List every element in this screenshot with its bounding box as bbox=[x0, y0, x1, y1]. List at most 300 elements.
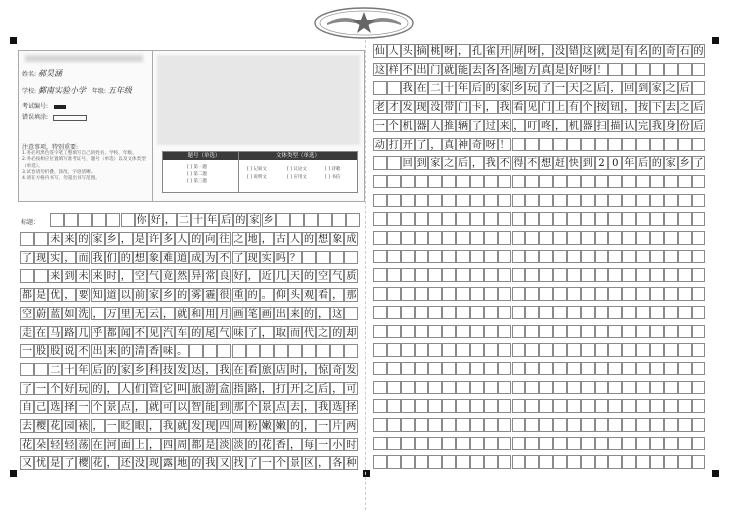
grid-cell: 蓝 bbox=[48, 307, 62, 321]
grid-cell: 是 bbox=[610, 46, 621, 57]
grid-cell: 智 bbox=[189, 400, 203, 414]
grid-cell: 了 bbox=[471, 120, 482, 132]
grid-cell: 十 bbox=[62, 363, 76, 377]
grid-cell: 又 bbox=[217, 456, 231, 470]
note-item: 4.请在方格内书写，勿超出书写范围。 bbox=[22, 176, 100, 182]
grid-cell: 气 bbox=[217, 326, 231, 340]
grid-cell bbox=[608, 63, 622, 77]
grid-cell: 淡 bbox=[217, 438, 231, 452]
grid-cell bbox=[415, 194, 429, 208]
grid-cell: 人 bbox=[430, 120, 441, 132]
grid-cell: 朵 bbox=[34, 438, 48, 452]
grid-cell bbox=[553, 362, 567, 376]
grid-cell: 未 bbox=[76, 269, 90, 283]
grid-cell bbox=[636, 418, 650, 432]
grid-cell bbox=[622, 138, 636, 152]
topic-option[interactable]: [ ] 第二题 bbox=[187, 172, 207, 177]
grid-cell bbox=[415, 399, 429, 413]
grid-cell: ， bbox=[163, 213, 177, 227]
grid-cell: 0 bbox=[608, 156, 622, 170]
grid-cell: 汽 bbox=[161, 326, 175, 340]
grid-cell bbox=[470, 212, 484, 226]
genre-select-box bbox=[238, 151, 358, 193]
grid-cell bbox=[539, 437, 553, 451]
grid-cell: 到 bbox=[582, 158, 593, 170]
grid-cell bbox=[470, 418, 484, 432]
grid-cell bbox=[387, 418, 401, 432]
grid-cell bbox=[567, 325, 581, 339]
grid-cell bbox=[316, 251, 330, 265]
grid-cell bbox=[302, 344, 316, 358]
grid-cell: 头 bbox=[402, 46, 413, 57]
grid-cell: 发 bbox=[175, 363, 189, 377]
grid-cell: 轻 bbox=[62, 438, 76, 452]
grid-cell: 象 bbox=[147, 251, 161, 265]
grid-cell bbox=[373, 455, 387, 469]
grid-cell bbox=[664, 381, 678, 395]
grid-cell: 的 bbox=[330, 326, 344, 340]
grid-cell: 道 bbox=[105, 288, 119, 302]
grid-cell bbox=[288, 344, 302, 358]
grid-cell bbox=[456, 250, 470, 264]
grid-cell: 以 bbox=[119, 288, 133, 302]
grid-cell bbox=[512, 250, 526, 264]
grid-cell bbox=[553, 418, 567, 432]
grid-cell: 门 bbox=[458, 102, 469, 114]
grid-cell bbox=[387, 175, 401, 189]
grid-cell: ， bbox=[316, 456, 330, 470]
grid-cell: 奇 bbox=[665, 46, 676, 57]
grid-cell: 河 bbox=[105, 438, 119, 452]
grid-cell: 的 bbox=[302, 307, 316, 321]
grid-cell: ， bbox=[260, 382, 274, 396]
registration-mark bbox=[10, 37, 17, 44]
grid-cell bbox=[678, 362, 692, 376]
grid-cell bbox=[428, 306, 442, 320]
grid-cell bbox=[692, 455, 706, 469]
grid-cell bbox=[373, 81, 387, 95]
grid-cell bbox=[373, 194, 387, 208]
grid-cell bbox=[581, 325, 595, 339]
school-label: 学校: bbox=[22, 88, 37, 95]
name-label: 姓名: bbox=[22, 71, 37, 78]
grid-cell bbox=[581, 437, 595, 451]
grid-cell bbox=[553, 381, 567, 395]
grid-cell bbox=[608, 250, 622, 264]
genre-option[interactable]: [ ] 书信 bbox=[325, 175, 341, 180]
grid-cell: 的 bbox=[119, 344, 133, 358]
grid-cell bbox=[608, 175, 622, 189]
grid-cell: 择 bbox=[62, 400, 76, 414]
grid-cell bbox=[595, 194, 609, 208]
genre-option[interactable]: [ ] 诗歌 bbox=[325, 167, 341, 172]
grid-cell bbox=[428, 212, 442, 226]
grid-cell: ， bbox=[330, 288, 344, 302]
grid-cell bbox=[260, 344, 274, 358]
grid-cell: 空 bbox=[316, 269, 330, 283]
grid-cell bbox=[442, 325, 456, 339]
grid-cell: 头 bbox=[288, 288, 302, 302]
grade-label: 年级: bbox=[91, 88, 106, 95]
grid-cell: 到 bbox=[217, 400, 231, 414]
grid-cell bbox=[525, 212, 539, 226]
grid-cell bbox=[539, 306, 553, 320]
grid-cell bbox=[553, 343, 567, 357]
grid-cell: 我 bbox=[499, 102, 510, 114]
grid-cell: 往 bbox=[217, 232, 231, 246]
grid-cell bbox=[428, 437, 442, 451]
grid-cell: 味 bbox=[232, 326, 246, 340]
grid-cell bbox=[401, 381, 415, 395]
grid-cell bbox=[512, 194, 526, 208]
grid-cell: 就 bbox=[444, 64, 455, 76]
grid-cell: 后 bbox=[693, 102, 704, 114]
grid-cell: 不 bbox=[402, 64, 413, 76]
grid-cell: 路 bbox=[246, 382, 260, 396]
grid-cell bbox=[608, 231, 622, 245]
grid-cell: 器 bbox=[582, 120, 593, 132]
grid-cell bbox=[415, 437, 429, 451]
grid-cell bbox=[608, 399, 622, 413]
grid-cell bbox=[415, 343, 429, 357]
genre-option[interactable]: [ ] 说明文 bbox=[247, 175, 267, 180]
grid-cell bbox=[622, 287, 636, 301]
topic-option[interactable]: [ ] 第三题 bbox=[187, 179, 207, 184]
grid-cell bbox=[373, 306, 387, 320]
grid-cell: 古 bbox=[274, 232, 288, 246]
grid-cell: 我 bbox=[651, 120, 662, 132]
grid-cell: 带 bbox=[444, 102, 455, 114]
grid-cell: 都 bbox=[20, 288, 34, 302]
grid-cell: 以 bbox=[175, 400, 189, 414]
grid-cell: ， bbox=[62, 251, 76, 265]
grid-cell: 香 bbox=[274, 438, 288, 452]
grid-cell bbox=[498, 175, 512, 189]
grid-cell bbox=[415, 268, 429, 282]
grid-cell bbox=[650, 231, 664, 245]
grid-cell: 乡 bbox=[262, 213, 276, 227]
grid-cell bbox=[678, 343, 692, 357]
grid-cell: 用 bbox=[203, 307, 217, 321]
grid-cell bbox=[622, 455, 636, 469]
grid-cell: 好 bbox=[62, 382, 76, 396]
grid-cell: 到 bbox=[638, 83, 649, 95]
grid-cell: 它 bbox=[161, 382, 175, 396]
grid-cell bbox=[664, 63, 678, 77]
grid-cell: 人 bbox=[119, 382, 133, 396]
grid-cell bbox=[373, 250, 387, 264]
grid-cell bbox=[553, 231, 567, 245]
grid-cell: 上 bbox=[554, 102, 565, 114]
grid-cell: 择 bbox=[344, 400, 358, 414]
grid-cell bbox=[387, 455, 401, 469]
grid-cell: 旅 bbox=[260, 363, 274, 377]
grid-cell: 错 bbox=[568, 46, 579, 57]
grid-cell bbox=[539, 194, 553, 208]
grid-cell: 了 bbox=[246, 326, 260, 340]
wrong-fill-label: 错误填涂: bbox=[22, 114, 49, 121]
grid-cell: 在 bbox=[416, 83, 427, 95]
grid-cell bbox=[318, 213, 332, 227]
grid-cell bbox=[442, 343, 456, 357]
grid-cell bbox=[470, 306, 484, 320]
grid-cell: 雀 bbox=[485, 46, 496, 57]
grid-cell: 一 bbox=[316, 438, 330, 452]
grid-cell: 想 bbox=[541, 158, 552, 170]
grid-cell: 股 bbox=[34, 344, 48, 358]
grid-cell: 后 bbox=[679, 83, 690, 95]
grid-cell: ， bbox=[316, 307, 330, 321]
grid-cell: 我 bbox=[402, 83, 413, 95]
grid-cell bbox=[664, 437, 678, 451]
grid-cell: ， bbox=[430, 139, 441, 151]
grid-cell: 呀 bbox=[444, 46, 455, 57]
grid-cell bbox=[373, 437, 387, 451]
grid-cell bbox=[622, 250, 636, 264]
grid-cell bbox=[567, 418, 581, 432]
grid-cell bbox=[373, 231, 387, 245]
grid-cell: 不 bbox=[217, 251, 231, 265]
grid-cell: ， bbox=[260, 326, 274, 340]
grid-cell: 卡 bbox=[471, 102, 482, 114]
grid-cell bbox=[484, 250, 498, 264]
grid-cell: 年 bbox=[624, 158, 635, 170]
grid-cell bbox=[678, 325, 692, 339]
grid-cell bbox=[595, 343, 609, 357]
grid-cell: 了 bbox=[693, 158, 704, 170]
grid-cell: 摘 bbox=[416, 46, 427, 57]
grid-cell bbox=[692, 81, 706, 95]
grid-cell bbox=[678, 175, 692, 189]
grid-cell bbox=[567, 362, 581, 376]
grid-cell bbox=[442, 418, 456, 432]
grid-cell bbox=[525, 306, 539, 320]
grid-cell bbox=[581, 399, 595, 413]
grid-cell: 点 bbox=[274, 400, 288, 414]
grid-cell: ， bbox=[302, 419, 316, 433]
grid-cell bbox=[525, 418, 539, 432]
grid-cell: 了 bbox=[541, 83, 552, 95]
grid-cell: 我 bbox=[91, 251, 105, 265]
grid-cell: 好 bbox=[149, 213, 163, 227]
topic-select-box bbox=[162, 151, 246, 193]
grid-cell: 的 bbox=[693, 46, 704, 57]
grid-cell bbox=[650, 343, 664, 357]
grid-cell bbox=[498, 325, 512, 339]
grid-cell: 发 bbox=[402, 102, 413, 114]
grid-cell bbox=[636, 437, 650, 451]
grid-cell bbox=[664, 212, 678, 226]
grid-cell: 这 bbox=[582, 46, 593, 57]
grid-cell bbox=[401, 231, 415, 245]
grid-cell: 不 bbox=[76, 344, 90, 358]
grid-cell: 科 bbox=[147, 363, 161, 377]
grid-cell bbox=[664, 418, 678, 432]
grid-cell: 几 bbox=[76, 326, 90, 340]
grid-cell bbox=[608, 455, 622, 469]
grid-cell: 桃 bbox=[430, 46, 441, 57]
grid-cell: 。 bbox=[260, 288, 274, 302]
grid-cell: 来 bbox=[62, 232, 76, 246]
grid-cell: 知 bbox=[91, 288, 105, 302]
genre-option[interactable]: [ ] 记叙文 bbox=[247, 167, 267, 172]
grid-cell bbox=[692, 287, 706, 301]
grid-cell bbox=[581, 268, 595, 282]
grid-cell bbox=[442, 362, 456, 376]
grid-cell: ， bbox=[554, 120, 565, 132]
genre-option[interactable]: [ ] 议论文 bbox=[287, 167, 307, 172]
grid-cell bbox=[581, 250, 595, 264]
grid-cell: 味 bbox=[161, 344, 175, 358]
grid-cell: 真 bbox=[541, 64, 552, 76]
grid-cell: 还 bbox=[119, 456, 133, 470]
grid-cell bbox=[373, 381, 387, 395]
grid-cell: 年 bbox=[458, 83, 469, 95]
grid-cell bbox=[622, 381, 636, 395]
grid-cell: 发 bbox=[189, 419, 203, 433]
grid-cell: ， bbox=[624, 102, 635, 114]
grid-cell bbox=[664, 325, 678, 339]
grid-cell bbox=[692, 175, 706, 189]
grid-cell: 有 bbox=[568, 102, 579, 114]
grid-cell bbox=[387, 194, 401, 208]
grid-cell: ， bbox=[471, 158, 482, 170]
grid-cell: ， bbox=[119, 232, 133, 246]
grid-cell: 没 bbox=[430, 102, 441, 114]
grid-cell bbox=[567, 268, 581, 282]
grid-cell: ， bbox=[288, 438, 302, 452]
grid-cell bbox=[428, 194, 442, 208]
grid-cell bbox=[512, 138, 526, 152]
registration-mark bbox=[712, 470, 719, 477]
grid-cell bbox=[553, 194, 567, 208]
grid-cell: 嫩 bbox=[260, 419, 274, 433]
grid-cell: 之 bbox=[302, 382, 316, 396]
grid-cell bbox=[470, 343, 484, 357]
grid-cell: 香 bbox=[147, 344, 161, 358]
grid-cell: 一 bbox=[316, 419, 330, 433]
grid-cell bbox=[442, 381, 456, 395]
grid-cell: 清 bbox=[133, 344, 147, 358]
grid-cell: ， bbox=[260, 232, 274, 246]
grid-cell: 许 bbox=[147, 232, 161, 246]
grid-cell bbox=[470, 437, 484, 451]
grid-cell: 惊 bbox=[316, 363, 330, 377]
grid-cell bbox=[34, 269, 48, 283]
grid-cell bbox=[401, 399, 415, 413]
grid-cell: 辆 bbox=[458, 120, 469, 132]
grid-cell: 看 bbox=[246, 363, 260, 377]
grid-cell bbox=[442, 399, 456, 413]
grid-cell bbox=[692, 325, 706, 339]
grid-cell bbox=[373, 325, 387, 339]
grid-cell bbox=[330, 344, 344, 358]
grid-cell: 为 bbox=[203, 251, 217, 265]
grid-cell: 画 bbox=[260, 307, 274, 321]
grid-cell: 的 bbox=[175, 288, 189, 302]
grid-cell: 成 bbox=[189, 251, 203, 265]
grid-cell: 各 bbox=[485, 64, 496, 76]
grid-cell: 是 bbox=[48, 456, 62, 470]
grid-cell bbox=[567, 381, 581, 395]
grid-cell: 的 bbox=[119, 251, 133, 265]
grid-cell bbox=[498, 399, 512, 413]
grid-cell: 器 bbox=[416, 120, 427, 132]
grid-cell: 了 bbox=[20, 251, 34, 265]
grid-cell bbox=[608, 381, 622, 395]
genre-option[interactable]: [ ] 应用文 bbox=[287, 175, 307, 180]
grade-value: 五年级 bbox=[107, 86, 132, 95]
grid-cell: 家 bbox=[247, 213, 261, 227]
grid-cell bbox=[442, 175, 456, 189]
grid-cell bbox=[622, 437, 636, 451]
grid-cell bbox=[608, 437, 622, 451]
grid-cell bbox=[650, 268, 664, 282]
grid-cell: 云 bbox=[147, 307, 161, 321]
grid-cell: 二 bbox=[177, 213, 191, 227]
grid-cell bbox=[121, 213, 135, 227]
grid-cell: 而 bbox=[76, 251, 90, 265]
grid-cell bbox=[373, 287, 387, 301]
grid-cell: 来 bbox=[499, 120, 510, 132]
grid-cell bbox=[498, 306, 512, 320]
grid-cell: 向 bbox=[203, 232, 217, 246]
grid-cell: 轻 bbox=[48, 438, 62, 452]
grid-cell bbox=[539, 138, 553, 152]
grid-cell bbox=[470, 455, 484, 469]
grid-cell: 象 bbox=[330, 232, 344, 246]
grid-cell bbox=[484, 343, 498, 357]
grid-cell bbox=[608, 306, 622, 320]
grid-cell bbox=[608, 194, 622, 208]
grid-cell: 名 bbox=[638, 46, 649, 57]
grid-cell: 现 bbox=[147, 456, 161, 470]
grid-cell bbox=[692, 437, 706, 451]
grid-cell: 看 bbox=[513, 102, 524, 114]
grid-cell bbox=[525, 287, 539, 301]
grid-cell: 盒 bbox=[217, 382, 231, 396]
grid-cell bbox=[373, 362, 387, 376]
grid-cell bbox=[456, 381, 470, 395]
grid-cell: 又 bbox=[20, 456, 34, 470]
grid-cell: 气 bbox=[147, 269, 161, 283]
grid-cell bbox=[567, 343, 581, 357]
grid-cell: 来 bbox=[288, 307, 302, 321]
grid-cell: 见 bbox=[147, 326, 161, 340]
topic-option[interactable]: [ ] 第一题 bbox=[187, 165, 207, 170]
grid-cell: 没 bbox=[554, 46, 565, 57]
grid-cell bbox=[567, 306, 581, 320]
grid-cell bbox=[581, 306, 595, 320]
grid-cell: 了 bbox=[20, 382, 34, 396]
grid-cell bbox=[276, 213, 290, 227]
grid-cell bbox=[664, 362, 678, 376]
grid-cell: 年 bbox=[76, 363, 90, 377]
grid-cell: 代 bbox=[302, 326, 316, 340]
grid-cell: 每 bbox=[302, 438, 316, 452]
grid-cell: 好 bbox=[568, 64, 579, 76]
grid-cell: 就 bbox=[175, 419, 189, 433]
grid-cell: 说 bbox=[62, 344, 76, 358]
grid-cell: 各 bbox=[499, 64, 510, 76]
grid-cell: 指 bbox=[232, 382, 246, 396]
grid-cell: 观 bbox=[302, 288, 316, 302]
grid-cell bbox=[664, 250, 678, 264]
grid-cell bbox=[330, 251, 344, 265]
grid-cell: 乡 bbox=[133, 363, 147, 377]
grid-cell: 能 bbox=[458, 64, 469, 76]
column-divider bbox=[365, 40, 366, 510]
